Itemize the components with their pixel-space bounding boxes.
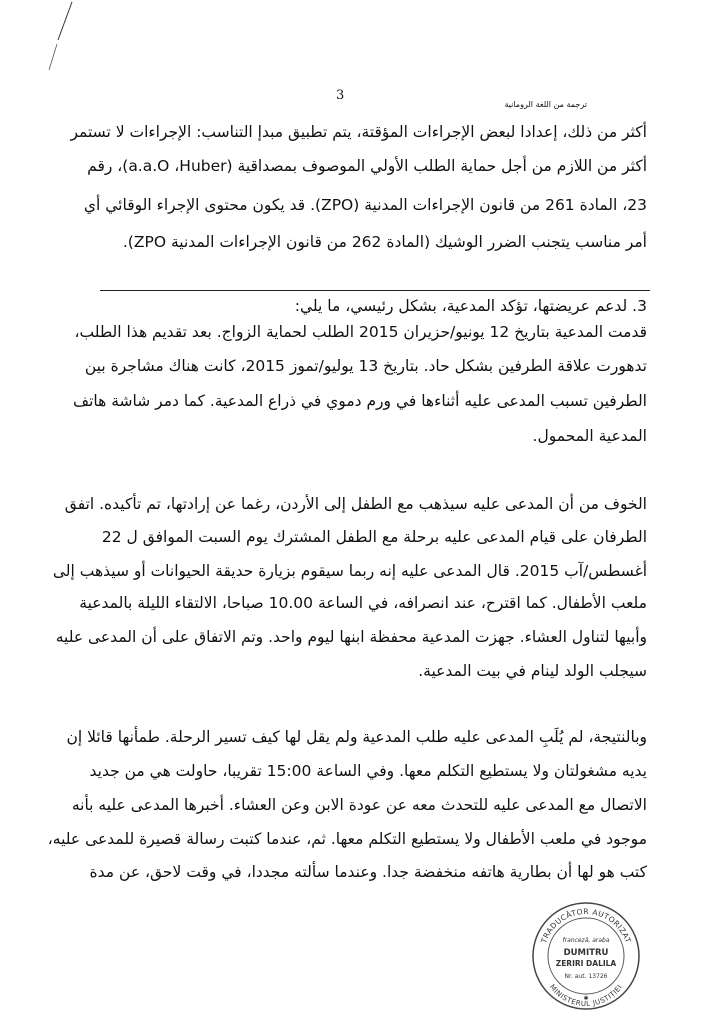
text-line: المدعية المحمول. — [532, 427, 647, 445]
text-line: موجود في ملعب الأطفال ولا يستطيع التكلم معها. ثم، عندما كتبت رسالة قصيرة للمدعى عليه، — [47, 830, 647, 848]
text-line: سيجلب الولد لينام في بيت المدعية. — [418, 662, 647, 680]
stamp-ministry: MINISTERUL JUSTIȚIEI — [547, 983, 625, 1009]
stamp-name-line2: ZERIRI DALILA — [555, 959, 617, 968]
text-line: الخوف من أن المدعى عليه سيذهب مع الطفل إلى الأردن، رغما عن إرادتها، تم تأكيده. اتفق — [64, 495, 647, 513]
text-line: الطرفين تسبب المدعى عليه أثناءها في ورم دموي في ذراع المدعية. كما دمر شاشة هاتف — [73, 392, 647, 410]
page-number: 3 — [336, 88, 345, 103]
text-line: يديه مشغولتان ولا يستطيع التكلم معها. وفي الساعة 15:00 تقريبا، حاولت هي من جديد — [89, 762, 647, 780]
pen-mark — [0, 0, 80, 90]
text-line: أكثر من اللازم من أجل حماية الطلب الأولي الموصوف بمصداقية (a.a.O ،Huber)، رقم — [87, 157, 647, 175]
text-line: وأبيها لتناول العشاء. جهزت المدعية محفظة ابنها ليوم واحد. وتم الاتفاق على أن المدعى عليه — [55, 628, 647, 646]
section-heading: 3. لدعم عريضتها، تؤكد المدعية، بشكل رئيسي، ما يلي: — [294, 297, 647, 315]
stamp-outer-text: TRADUCĂTOR AUTORIZAT — [539, 906, 633, 945]
text-line: قدمت المدعية بتاريخ 12 يونيو/حزيران 2015 الطلب لحماية الزواج. بعد تقديم هذا الطلب، — [74, 323, 647, 341]
stamp-star-icon: ✱ — [583, 995, 589, 1002]
stamp-authorization: Nr. aut. 13726 — [564, 973, 608, 980]
text-line: أغسطس/آب 2015. قال المدعى عليه إنه ربما سيقوم بزيارة حديقة الحيوانات أو سيذهب إلى — [52, 562, 647, 580]
stamp-language: franceză, araba — [562, 937, 610, 944]
text-line: الطرفان على قيام المدعى عليه برحلة مع الطفل المشترك يوم السبت الموافق ل 22 — [101, 528, 647, 546]
text-line: ملعب الأطفال. كما اقترح، عند انصرافه، في الساعة 10.00 صباحا، الالتقاء الليلة بالمدعية — [79, 594, 647, 612]
translator-stamp — [530, 900, 642, 1012]
translation-note: ترجمة من اللغة الرومانية — [504, 100, 587, 109]
text-line: كتب هو لها أن بطارية هاتفه منخفضة جدا. وعندما سألته مجددا، في وقت لاحق، عن مدة — [89, 863, 647, 881]
stamp-name-line1: DUMITRU — [563, 948, 609, 958]
text-line: 23، المادة 261 من قانون الإجراءات المدنية (ZPO). قد يكون محتوى الإجراء الوقائي أي — [83, 196, 647, 214]
text-line: وبالنتيجة، لم يُلَبِ المدعى عليه طلب المدعية ولم يقل لها كيف تسير الرحلة. طمأنها قائلا إن — [66, 728, 647, 746]
text-line: أكثر من ذلك، إعدادا لبعض الإجراءات المؤقتة، يتم تطبيق مبدإ التناسب: الإجراءات لا تستمر — [70, 123, 647, 141]
text-line: أمر مناسب يتجنب الضرر الوشيك (المادة 262 من قانون الإجراءات المدنية ZPO). — [122, 233, 647, 251]
text-line: الاتصال مع المدعى عليه للتحدث معه عن عودة الابن وعن العشاء. أخبرها المدعى عليه بأنه — [71, 796, 647, 814]
divider — [100, 290, 650, 291]
text-line: تدهورت علاقة الطرفين بشكل حاد. بتاريخ 13 يوليو/تموز 2015، كانت هناك مشاجرة بين — [84, 357, 647, 375]
